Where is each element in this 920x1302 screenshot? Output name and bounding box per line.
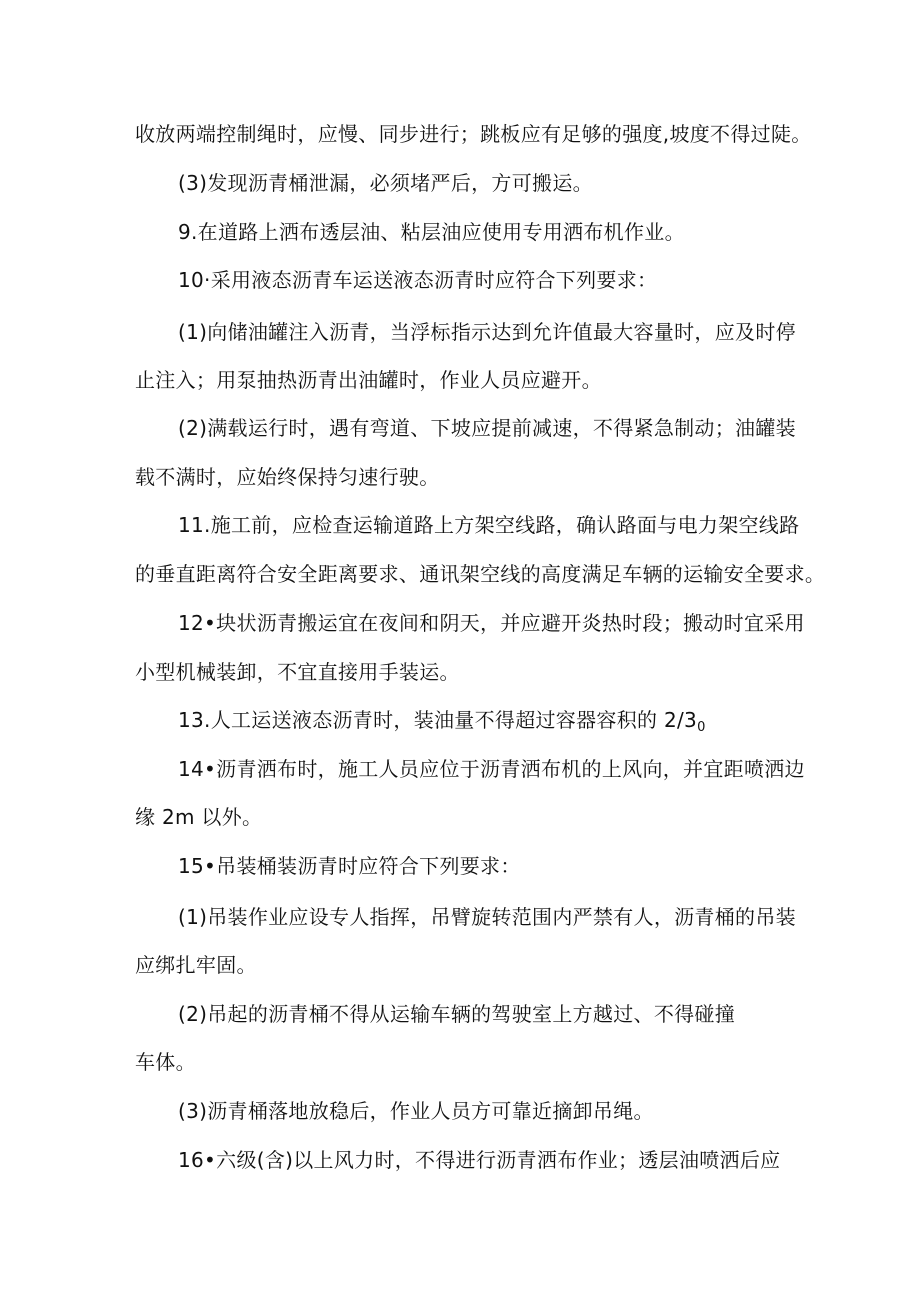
text-line-5: (1)向储油罐注入沥青，当浮标指示达到允许值最大容量时，应及时停 (178, 320, 796, 344)
text-line-12: 小型机械装卸，不宜直接用手装运。 (135, 660, 460, 684)
text-line-13-subscript: 0 (697, 720, 706, 735)
text-line-8: 载不满时，应始终保持匀速行驶。 (135, 465, 440, 489)
text-line-4: 10·采用液态沥青车运送液态沥青时应符合下列要求： (178, 268, 658, 292)
text-line-7: (2)满载运行时，遇有弯道、下坡应提前减速，不得紧急制动；油罐装 (178, 416, 796, 440)
text-line-1: 收放两端控制绳时，应慢、同步进行；跳板应有足够的强度,坡度不得过陡。 (135, 122, 812, 146)
text-line-9: 11.施工前，应检查运输道路上方架空线路，确认路面与电力架空线路 (178, 513, 800, 537)
text-line-18: 应绑扎牢固。 (135, 953, 257, 977)
text-line-6: 止注入；用泵抽热沥青出油罐时，作业人员应避开。 (135, 368, 602, 392)
text-line-17: (1)吊装作业应设专人指挥，吊臂旋转范围内严禁有人，沥青桶的吊装 (178, 905, 796, 929)
text-line-19: (2)吊起的沥青桶不得从运输车辆的驾驶室上方越过、不得碰撞 (178, 1002, 736, 1026)
text-line-13 (178, 706, 706, 742)
text-line-13-main: 13.人工运送液态沥青时，装油量不得超过容器容积的 2/3 (178, 708, 698, 732)
text-line-15: 缘 2m 以外。 (135, 805, 263, 829)
text-line-20: 车体。 (135, 1050, 196, 1074)
text-line-10: 的垂直距离符合安全距离要求、通讯架空线的高度满足车辆的运输安全要求。 (135, 562, 826, 586)
text-line-2: (3)发现沥青桶泄漏，必须堵严后，方可搬运。 (178, 171, 593, 195)
text-line-16: 15•吊装桶装沥青时应符合下列要求： (178, 854, 521, 878)
text-line-3: 9.在道路上洒布透层油、粘层油应使用专用洒布机作业。 (178, 220, 685, 244)
text-line-22: 16•六级(含)以上风力时，不得进行沥青洒布作业；透层油喷洒后应 (178, 1148, 781, 1172)
text-line-11: 12•块状沥青搬运宜在夜间和阴天，并应避开炎热时段；搬动时宜采用 (178, 611, 805, 635)
text-line-21: (3)沥青桶落地放稳后，作业人员方可靠近摘卸吊绳。 (178, 1099, 654, 1123)
text-line-14: 14•沥青洒布时，施工人员应位于沥青洒布机的上风向，并宜距喷洒边 (178, 757, 805, 781)
